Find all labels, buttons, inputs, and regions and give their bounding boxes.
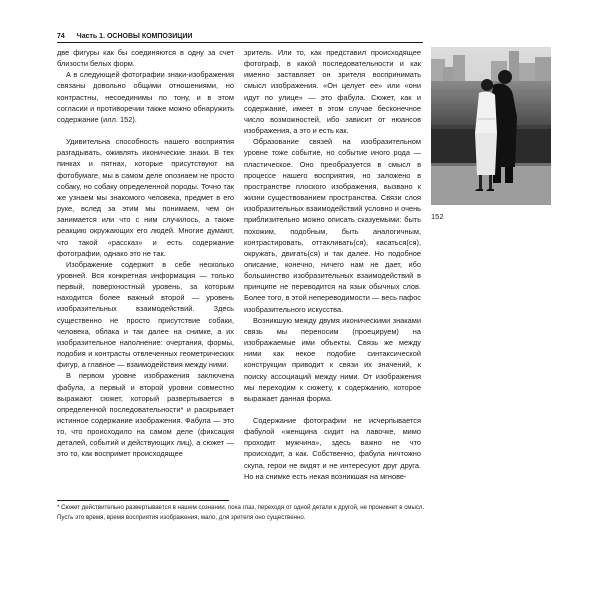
left-text-column	[57, 47, 234, 460]
running-head	[57, 33, 423, 40]
paragraph: Удивительна способность нашего восприятия разгадывать, оживлять иконические знаки. В тех пинках и пятнах, которые присутствуют на фотобумаге, мы в самом деле опознаем не просто собаку, но собаку определенной породы. Точно так же узнаем мы знакомого человека, предмет в его руке, вслед за этим мы понимаем, чем он занимается или что с ним случилось, а также реакцию окружающих его людей. Многие думают, что такой «рассказ» и есть содержание фотографии, однако это не так.	[57, 137, 234, 258]
figure-152-photo	[431, 47, 551, 205]
paragraph: Изображение содержит в себе несколько уровней. Вся конкретная информация — только первый, поверхностный уровень, за которым находится более важный второй — уровень изобразительных взаимодействий. Здесь существенно не просто присутствие собаки, человека, облака и так далее на снимке, а их изобразительное наполнение: очертания, формы, подобия и контрасты отвлеченных геометрических фигур, а главное — взаимодействия между ними.	[57, 259, 234, 370]
paragraph: Образование связей на изобразительном уровне тоже событие, но событие иного рода — пластическое. Оно преобразуется в смысл в процессе нашего восприятия, но заложено в пространстве плоского изображения, вызвано к жизни существованием пространства. Связи слоя изобразительных взаимодействий условно и очень приблизительно можно описать сказуемыми: быть похожим, подобным, быть аналогичным, контрастировать, оттакливать(ся), касаться(ся), окружать, двигать(ся) и так далее. Но подобное описание, конечно, ничего нам не дает, ибо большинство изобразительных взаимодействий в принципе не переводится на язык обычных слов. Более того, в этой непереводимости — весь пафос изобразительного искусства.	[244, 137, 421, 314]
footnote: * Сюжет действительно развертывается в нашем сознании, пока глаз, переходя от одной детали к другой, не проникнет в смысл. Пусть это время, время восприятия изображения, мало, для зрителя оно существенно.	[57, 504, 425, 521]
paragraph: две фигуры как бы соединяются в одну за счет близости белых форм.	[57, 48, 234, 69]
right-text-column	[244, 47, 421, 482]
paragraph: Содержание фотографии не исчерпывается фабулой «женщина сидит на лавочке, мимо проходит мужчина», здесь важно не что происходит, а как. Собственно, фабула ничтожно скупа, герои не видят и не интересуют друг друга. Но на снимке есть некая возникшая на мгнове-	[244, 416, 421, 481]
page-number: 74	[57, 33, 65, 40]
paragraph: А в следующей фотографии знаки-изображения связаны довольно общими отношениями, но контрастны, несоединимы по тону, и в этом согласии и противоречии также можно обнаружить содержание (илл. 152).	[57, 70, 234, 124]
footnote-rule	[57, 500, 229, 501]
figure-caption: 152	[431, 212, 444, 221]
paragraph: зритель. Или то, как представил происходящее фотограф, в какой последовательности и как именно заставляет он зрителя воспринимать смысл изображения. «Он целует ее» или «они идут по улице» — это фабула. Сюжет, как и содержание, имеет в этом случае бесконечное число возможностей, ибо зависит от нюансов изображения, а это и есть как.	[244, 48, 421, 136]
paragraph: В первом уровне изображения заключена фабула, а первый и второй уровни совместно выражают сюжет, который развертывается в определенной последовательности* и раскрывает истинное содержание изображения. Фабула — это то, что происходило на самом деле (фиксация деталей, событий и действующих лиц), а сюжет — это то, как воспримет происходящее	[57, 371, 234, 459]
part-title: Часть 1. ОСНОВЫ КОМПОЗИЦИИ	[76, 33, 193, 40]
paragraph: Возникшую между двумя иконическими знаками связь мы переносим (проецируем) на изображаемые ими объекты. Связь же между ними как некое подобие синтаксической конструкции приводит к связи их значений, к поиску ассоциаций между ними. От изображения мы переходим к сюжету, к содержанию, которое выражает данная форма.	[244, 315, 421, 403]
header-rule	[57, 42, 423, 43]
